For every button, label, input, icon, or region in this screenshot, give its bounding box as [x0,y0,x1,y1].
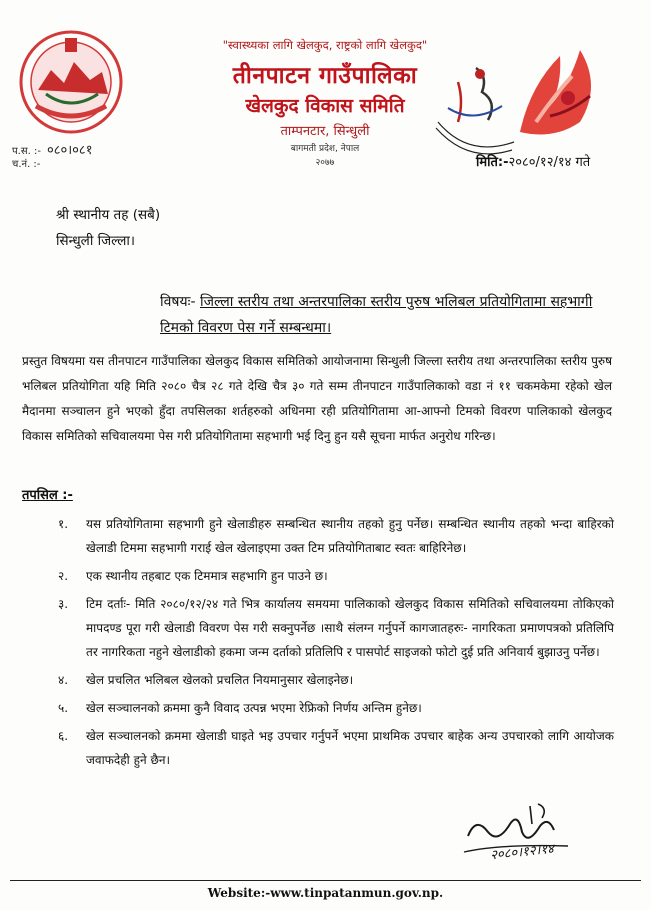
footer-website[interactable]: Website:-www.tinpatanmun.gov.np. [207,886,444,900]
reference-label: प.स. :- [12,146,41,157]
date-value: २०८०/१२/१४ गते [508,155,591,170]
item-number: ६. [58,729,69,743]
item-text: खेल सञ्चालनको क्रममा खेलाडी घाइते भइ उपचार गर्नुपर्ने भएमा प्राथमिक उपचार बाहेक अन्य उपचारको लागि आयोजक जवाफदेही हुने छैन। [86,729,614,767]
item-text: टिम दर्ताः- मिति २०८०/१२/२४ गते भित्र कार्यालय समयमा पालिकाको खेलकुद विकास समितिको सचिवालयमा तोकिएको मापदण्ड पूरा गरी खेलाडी विवरण पेस गरी सक्नुपर्नेछ ।साथै संलग्न गर्नुपर्ने कागजातहरुः- नागरिकता प्रमाणपत्रको प्रतिलिपि तर नागरिकता नहुने खेलाडीको हकमा जन्म दर्ताको प्रतिलिपि र पासपोर्ट साइजको फोटो दुई प्रति अनिवार्य बुझाउनु पर्नेछ। [86,597,614,659]
item-text: खेल सञ्चालनको क्रममा कुनै विवाद उत्पन्न भएमा रेफ्रिको निर्णय अन्तिम हुनेछ। [86,701,422,715]
org-year: २०७७ [315,158,335,168]
sports-logo-icon [510,36,610,146]
subject-text: जिल्ला स्तरीय तथा अन्तरपालिका स्तरीय पुरुष भलिबल प्रतियोगितामा सहभागी टिमको विवरण पेस गर्ने सम्बन्धमा। [160,294,593,336]
letter-date [476,152,590,170]
addressee-line-2: सिन्धुली जिल्ला। [56,233,135,249]
tapasil-heading: तपसिल :- [22,488,73,503]
signature-date: २०८०।१२।१४ [489,841,555,864]
list-item [58,512,614,560]
addressee-line-1: श्री स्थानीय तह (सबै) [56,207,161,223]
item-number: ३. [58,597,69,611]
org-province: बागमती प्रदेश, नेपाल [290,144,360,154]
conditions-list [58,512,614,776]
item-number: ४. [58,673,69,687]
nepal-emblem-icon [16,28,126,136]
list-item [58,696,614,720]
item-number: ५. [58,701,69,715]
list-item [58,724,614,772]
dispatch-number [12,156,40,170]
subject-label: विषयः- [160,294,196,310]
org-name: तीनपाटन गाउँपालिका [232,63,418,89]
list-item [58,592,614,664]
footer-divider [10,880,641,881]
body-paragraph: प्रस्तुत विषयमा यस तीनपाटन गाउँपालिका खेलकुद विकास समितिको आयोजनामा सिन्धुली जिल्ला स्तरीय तथा अन्तरपालिका स्तरीय पुरुष भलिबल प्रतियोगिता यहि मिति २०८० चैत्र २८ गते देखि चैत्र ३० गते सम्म तीनपाटन गाउँपालिकाको वडा नं ११ चकमकेमा रहेको खेल मैदानमा सञ्चालन हुने भएको हुँदा तपसिलका शर्तहरुको अधिनमा रही प्रतियोगितामा आ-आफ्नो टिमको विवरण पालिकाको खेलकुद विकास समितिको सचिवालयमा पेस गरी प्रतियोगितामा सहभागी भई दिनु हुन यसै सूचना मार्फत अनुरोध गरिन्छ। [22,354,612,443]
list-item [58,668,614,692]
item-number: १. [58,517,69,531]
item-text: यस प्रतियोगितामा सहभागी हुने खेलाडीहरु सम्बन्धित स्थानीय तहको हुनु पर्नेछ। सम्बन्धित स्थानीय तहको भन्दा बाहिरको खेलाडी टिममा सहभागी गराई खेल खेलाइएमा उक्त टिम प्रतियोगिताबाट स्वतः बाहिरिनेछ। [86,517,614,555]
committee-seal-icon [428,62,518,162]
subject-line [160,289,610,341]
list-item [58,564,614,588]
reference-value: ०८०।०८१ [46,143,93,158]
date-label: मिति:- [476,155,509,170]
item-text: एक स्थानीय तहबाट एक टिममात्र सहभागि हुन पाउने छ। [86,569,328,583]
item-number: २. [58,569,69,583]
org-address: ताम्पनटार, सिन्धुली [280,124,370,139]
header-slogan: "स्वास्थ्यका लागि खेलकुद, राष्ट्रको लागि खेलकुद" [222,38,428,52]
item-text: खेल प्रचलित भलिबल खेलको प्रचलित नियमानुसार खेलाइनेछ। [86,673,354,687]
committee-name: खेलकुद विकास समिति [245,95,405,117]
dispatch-label: च.नं. :- [12,159,41,170]
